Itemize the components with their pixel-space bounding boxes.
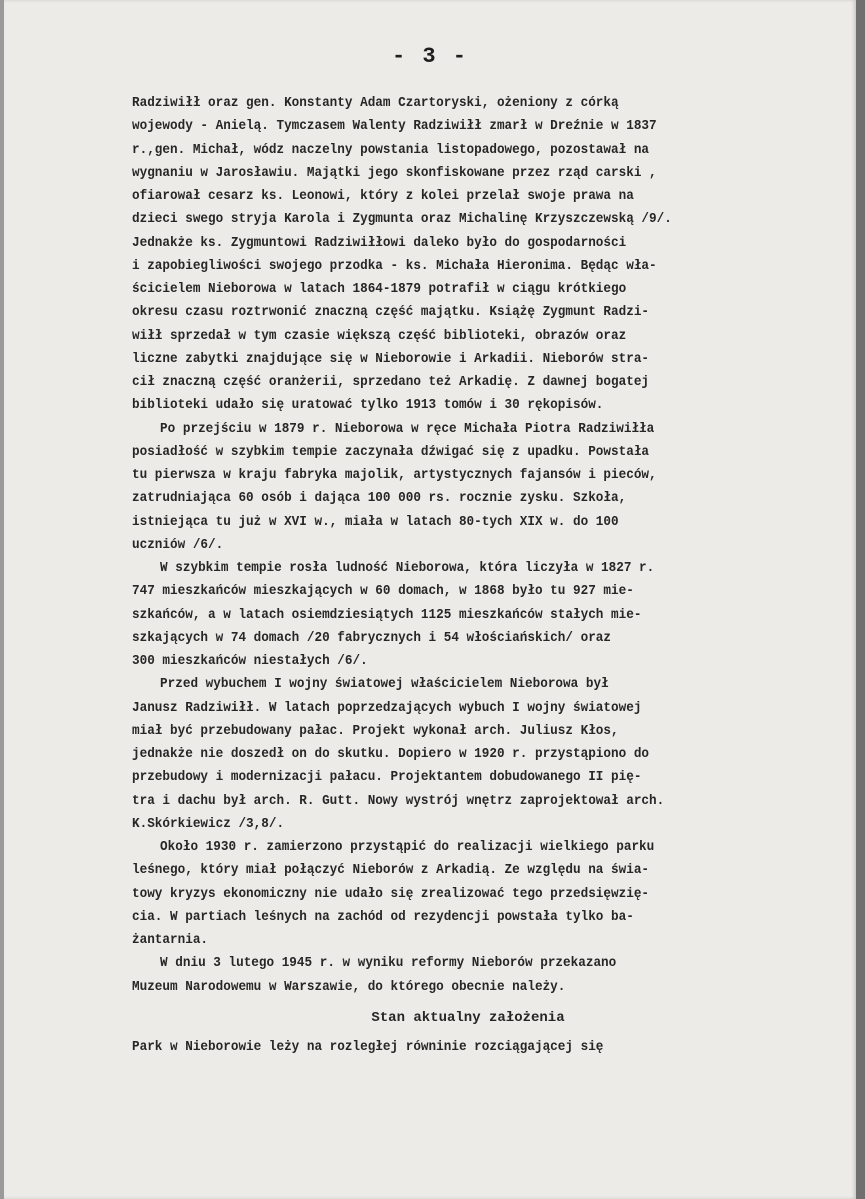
page-number: - 3 - — [391, 44, 468, 69]
text-line: Radziwiłł oraz gen. Konstanty Adam Czartoryski, ożeniony z córką — [132, 95, 619, 111]
text-line: uczniów /6/. — [132, 536, 224, 553]
text-line: Jednakże ks. Zygmuntowi Radziwiłłowi daleko było do gospodarności — [132, 234, 627, 251]
text-line: 747 mieszkańców mieszkających w 60 domach, w 1868 było tu 927 mie- — [132, 583, 634, 600]
text-line: tra i dachu był arch. R. Gutt. Nowy wystrój wnętrz zaprojektował arch. — [132, 792, 665, 809]
text-line: przebudowy i modernizacji pałacu. Projektantem dobudowanego II pię- — [132, 769, 642, 786]
text-line: towy kryzys ekonomiczny nie udało się zrealizować tego przedsięwzię- — [132, 885, 650, 902]
text-line: Muzeum Narodowemu w Warszawie, do którego obecnie należy. — [132, 978, 566, 995]
text-line: Przed wybuchem I wojny światowej właścicielem Nieborowa był — [160, 676, 609, 693]
text-line: 300 mieszkańców niestałych /6/. — [132, 653, 368, 669]
text-line: okresu czasu roztrwonić znaczną część majątku. Książę Zygmunt Radzi- — [132, 304, 650, 321]
text-line: istniejąca tu już w XVI w., miała w latach 80-tych XIX w. do 100 — [132, 513, 619, 530]
text-line: Janusz Radziwiłł. W latach poprzedzających wybuch I wojny światowej — [132, 699, 642, 716]
text-line: szkańców, a w latach osiemdziesiątych 1125 mieszkańców stałych mie- — [132, 606, 642, 623]
text-line: tu pierwsza w kraju fabryka majolik, artystycznych fajansów i pieców, — [132, 467, 657, 483]
section-heading: Stan aktualny założenia — [371, 1009, 565, 1026]
text-line: zatrudniająca 60 osób i dająca 100 000 rs. rocznie zysku. Szkoła, — [132, 490, 627, 507]
typed-text-body — [132, 92, 844, 1059]
text-line: posiadłość w szybkim tempie zaczynała dźwigać się z upadku. Powstała — [132, 443, 650, 460]
text-line: szkających w 74 domach /20 fabrycznych i 54 włościańskich/ oraz — [132, 629, 612, 646]
text-line: dzieci swego stryja Karola i Zygmunta oraz Michalinę Krzyszczewską /9/. — [132, 211, 672, 228]
document-page — [4, 0, 856, 1199]
scan-edge — [856, 0, 865, 1199]
text-line: ścicielem Nieborowa w latach 1864-1879 potrafił w ciągu krótkiego — [132, 281, 627, 297]
text-line: cił znaczną część oranżerii, sprzedano też Arkadię. Z dawnej bogatej — [132, 374, 650, 390]
text-line: biblioteki udało się uratować tylko 1913 tomów i 30 rękopisów. — [132, 397, 604, 414]
text-line: r.,gen. Michał, wódz naczelny powstania listopadowego, pozostawał na — [132, 141, 650, 158]
text-line: wojewody - Anielą. Tymczasem Walenty Radziwiłł zmarł w Dreźnie w 1837 — [132, 118, 657, 135]
text-line: Po przejściu w 1879 r. Nieborowa w ręce Michała Piotra Radziwiłła — [160, 420, 655, 437]
text-line: liczne zabytki znajdujące się w Nieborowie i Arkadii. Nieborów stra- — [132, 350, 650, 367]
text-line: K.Skórkiewicz /3,8/. — [132, 815, 285, 832]
text-line: W dniu 3 lutego 1945 r. w wyniku reformy Nieborów przekazano — [160, 955, 617, 972]
text-line: wygnaniu w Jarosławiu. Majątki jego skonfiskowane przez rząd carski , — [132, 164, 657, 181]
text-line: i zapobiegliwości swojego przodka - ks. Michała Hieronima. Będąc wła- — [132, 257, 657, 274]
text-line: leśnego, który miał połączyć Nieborów z Arkadią. Ze względu na świa- — [132, 862, 650, 879]
text-line: cia. W partiach leśnych na zachód od rezydencji powstała tylko ba- — [132, 908, 634, 925]
text-line: jednakże nie doszedł on do skutku. Dopiero w 1920 r. przystąpiono do — [132, 746, 650, 762]
text-line: wiłł sprzedał w tym czasie większą część biblioteki, obrazów oraz — [132, 327, 627, 344]
text-line: żantarnia. — [132, 932, 209, 948]
text-line: miał być przebudowany pałac. Projekt wykonał arch. Juliusz Kłos, — [132, 722, 619, 739]
text-line: Około 1930 r. zamierzono przystąpić do realizacji wielkiego parku — [160, 839, 655, 855]
text-line: ofiarował cesarz ks. Leonowi, który z kolei przelał swoje prawa na — [132, 188, 634, 204]
text-line-closing: Park w Nieborowie leży na rozległej równinie rozciągającej się — [132, 1039, 604, 1055]
text-line: W szybkim tempie rosła ludność Nieborowa, która liczyła w 1827 r. — [160, 560, 655, 576]
